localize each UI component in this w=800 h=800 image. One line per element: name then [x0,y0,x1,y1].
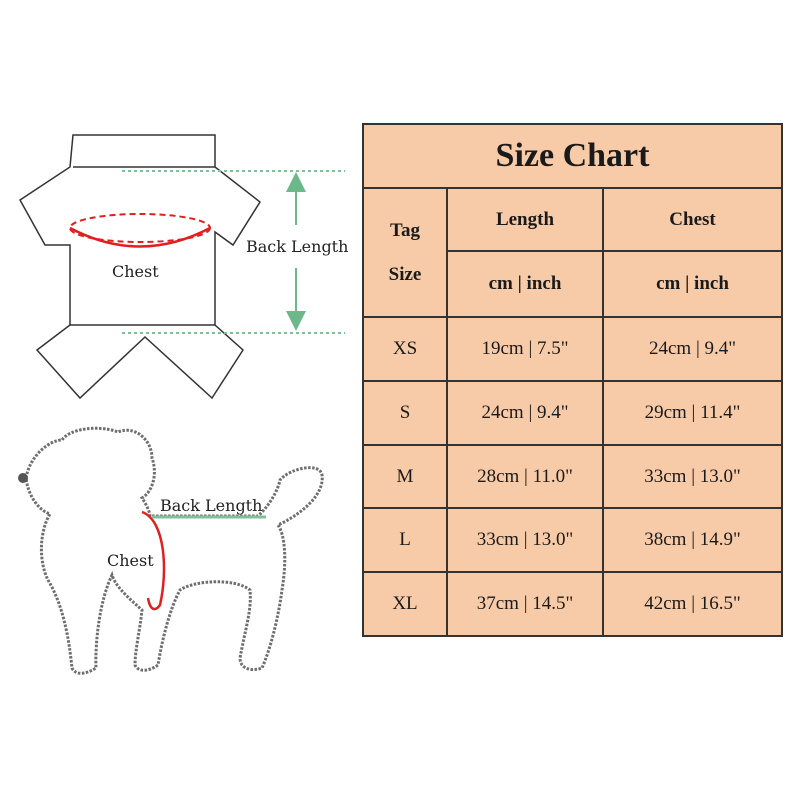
measurement-diagrams [0,0,360,800]
table-row [363,317,782,381]
shirt-diagram [20,135,348,398]
size-cell: XL [363,572,447,636]
length-cell: 24cm | 9.4" [447,381,603,445]
size-cell: L [363,508,447,572]
chest-unit-header: cm | inch [603,251,782,317]
size-chart-table [362,123,783,637]
length-header: Length [447,188,603,252]
chest-cell: 42cm | 16.5" [603,572,782,636]
table-row [363,381,782,445]
dog-outline [26,428,322,673]
chest-cell: 38cm | 14.9" [603,508,782,572]
dog-nose [18,473,28,483]
length-cell: 33cm | 13.0" [447,508,603,572]
size-chart-title: Size Chart [363,124,782,188]
chest-cell: 24cm | 9.4" [603,317,782,381]
size-cell: S [363,381,447,445]
shirt-chest-label: Chest [112,262,159,281]
tag-label: Tag [390,219,420,241]
dog-diagram [18,428,322,673]
dog-back-length-label: Back Length [160,496,263,515]
size-cell: M [363,445,447,509]
chest-header: Chest [603,188,782,252]
length-cell: 28cm | 11.0" [447,445,603,509]
tag-size-header [363,188,447,318]
chest-cell: 29cm | 11.4" [603,381,782,445]
shirt-back-length-label: Back Length [246,237,349,256]
table-row [363,508,782,572]
size-label: Size [388,263,422,285]
dog-chest-label: Chest [107,551,154,570]
table-row [363,445,782,509]
table-row [363,572,782,636]
length-unit-header: cm | inch [447,251,603,317]
length-cell: 37cm | 14.5" [447,572,603,636]
size-cell: XS [363,317,447,381]
chest-cell: 33cm | 13.0" [603,445,782,509]
length-cell: 19cm | 7.5" [447,317,603,381]
